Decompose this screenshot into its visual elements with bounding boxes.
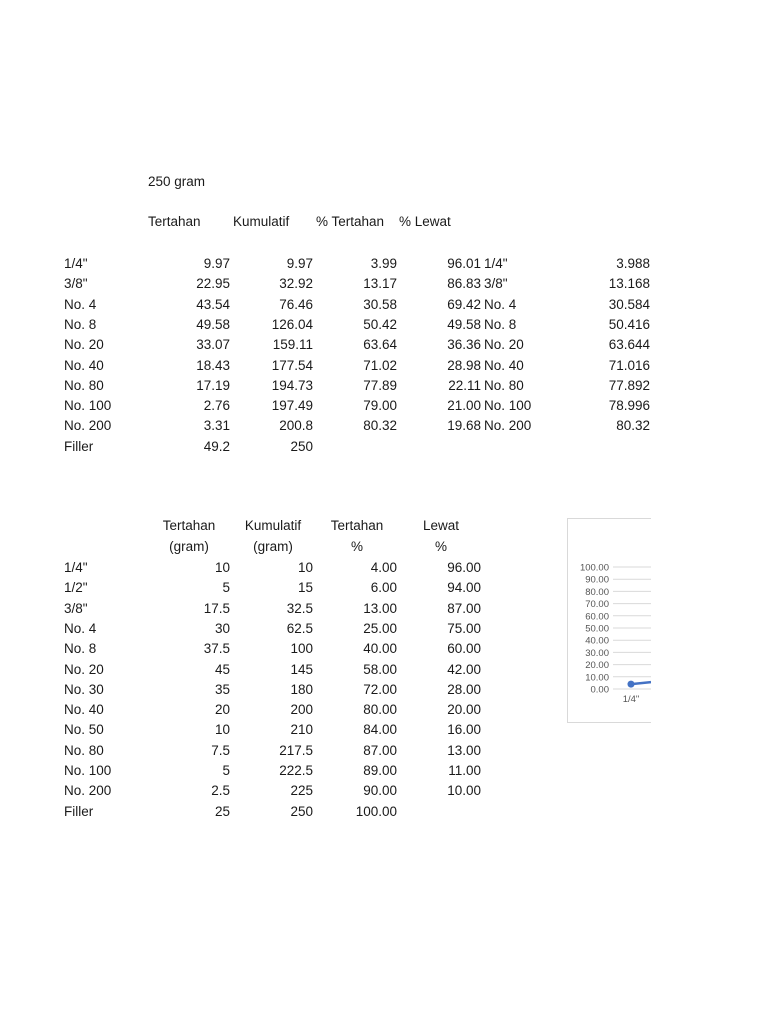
- header-unit-cell: (gram): [253, 539, 293, 554]
- header-unit-cell: %: [434, 539, 447, 554]
- row-pct-lewat: 28.98: [447, 357, 481, 373]
- row-tertahan: 17.19: [196, 377, 230, 393]
- row-kumulatif: 194.73: [271, 377, 313, 393]
- row-pct-tertahan: 72.00: [363, 681, 397, 697]
- row-pct-tertahan: 79.00: [363, 398, 397, 414]
- row-kumulatif: 145: [290, 661, 313, 677]
- row-tertahan: 10: [214, 722, 230, 738]
- row-pct-lewat: 60.00: [447, 641, 481, 657]
- row-sieve: No. 4: [64, 296, 97, 312]
- row-tertahan: 17.5: [203, 600, 230, 616]
- row-pct-lewat: 21.00: [447, 398, 481, 414]
- row-kumulatif: 217.5: [279, 742, 313, 758]
- row-tertahan: 37.5: [203, 641, 230, 657]
- row-sieve: No. 4: [64, 620, 97, 636]
- row-sieve: No. 20: [64, 661, 104, 677]
- row-pct-lewat: 16.00: [447, 722, 481, 738]
- header-cell: Lewat: [422, 518, 460, 533]
- row-pct-tertahan: 50.42: [363, 316, 397, 332]
- row-pct-lewat: 94.00: [447, 580, 481, 596]
- row-pct-tertahan: 6.00: [370, 580, 397, 596]
- row-sieve-repeat: No. 200: [484, 418, 532, 434]
- row-kumulatif: 100: [290, 641, 313, 657]
- row-pct-tertahan: 87.00: [363, 742, 397, 758]
- row-pct-lewat: 96.01: [447, 256, 481, 271]
- row-sieve: No. 50: [64, 722, 104, 738]
- row-sieve: 1/4": [64, 560, 88, 575]
- row-pct-tertahan: 4.00: [370, 560, 397, 575]
- header-cell: Tertahan: [162, 518, 216, 533]
- row-extra-value: 80.32: [616, 418, 650, 434]
- row-kumulatif: 159.11: [272, 337, 313, 353]
- row-kumulatif: 62.5: [286, 620, 313, 636]
- row-tertahan: 25: [214, 803, 230, 819]
- row-pct-tertahan: 84.00: [363, 722, 397, 738]
- row-kumulatif: 177.54: [271, 357, 313, 373]
- y-tick-label: 100.00: [579, 562, 609, 574]
- row-sieve: No. 8: [64, 641, 97, 657]
- row-pct-tertahan: 30.58: [363, 296, 397, 312]
- row-tertahan: 7.5: [211, 742, 230, 758]
- row-tertahan: 43.54: [196, 296, 230, 312]
- row-sieve-repeat: No. 4: [484, 296, 517, 312]
- row-sieve: No. 200: [64, 418, 112, 434]
- row-pct-tertahan: 80.00: [363, 702, 397, 718]
- row-kumulatif: 32.5: [286, 600, 313, 616]
- header-cell: Kumulatif: [244, 518, 302, 533]
- row-pct-tertahan: 25.00: [363, 620, 397, 636]
- row-sieve-repeat: 1/4": [484, 256, 508, 271]
- row-tertahan: 2.76: [203, 398, 230, 414]
- y-tick-label: 20.00: [585, 660, 609, 672]
- row-kumulatif: 76.46: [279, 296, 313, 312]
- row-sieve: No. 80: [64, 377, 104, 393]
- row-sieve: Filler: [64, 438, 94, 454]
- row-pct-lewat: 28.00: [447, 681, 481, 697]
- gradation-chart-svg: [568, 519, 651, 722]
- y-tick-label: 40.00: [585, 635, 609, 647]
- row-extra-value: 13.168: [608, 276, 650, 292]
- row-sieve: No. 30: [64, 681, 104, 697]
- header-cell: Kumulatif: [233, 214, 290, 229]
- row-pct-tertahan: 89.00: [363, 763, 397, 778]
- row-tertahan: 22.95: [196, 276, 230, 292]
- row-sieve-repeat: 3/8": [484, 276, 508, 292]
- row-extra-value: 71.016: [608, 357, 650, 373]
- row-kumulatif: 250: [290, 803, 313, 819]
- row-pct-tertahan: 3.99: [370, 256, 397, 271]
- row-pct-lewat: 13.00: [447, 742, 481, 758]
- row-pct-lewat: 10.00: [447, 783, 481, 799]
- row-kumulatif: 180: [290, 681, 313, 697]
- row-kumulatif: 210: [290, 722, 313, 738]
- row-sieve: 3/8": [64, 600, 88, 616]
- row-sieve: No. 40: [64, 357, 104, 373]
- header-cell: % Lewat: [399, 214, 451, 229]
- row-tertahan: 5: [222, 763, 230, 778]
- row-pct-lewat: 86.83: [447, 276, 481, 292]
- row-pct-lewat: 87.00: [447, 600, 481, 616]
- y-tick-label: 50.00: [585, 623, 609, 635]
- row-tertahan: 49.2: [203, 438, 230, 454]
- row-tertahan: 30: [214, 620, 230, 636]
- row-pct-tertahan: 90.00: [363, 783, 397, 799]
- row-sieve: No. 200: [64, 783, 112, 799]
- row-sieve: No. 20: [64, 337, 104, 353]
- row-extra-value: 30.584: [608, 296, 650, 312]
- mass-label: 250 gram: [148, 174, 206, 189]
- row-kumulatif: 250: [290, 438, 313, 454]
- row-extra-value: 63.644: [608, 337, 650, 353]
- row-pct-lewat: 36.36: [447, 337, 481, 353]
- row-pct-lewat: 19.68: [447, 418, 481, 434]
- data-point[interactable]: [628, 681, 635, 688]
- row-pct-tertahan: 58.00: [363, 661, 397, 677]
- row-tertahan: 20: [214, 702, 230, 718]
- row-sieve: 3/8": [64, 276, 88, 292]
- row-pct-tertahan: 71.02: [363, 357, 397, 373]
- row-sieve-repeat: No. 20: [484, 337, 524, 353]
- row-pct-lewat: 49.58: [447, 316, 481, 332]
- row-sieve: 1/4": [64, 256, 88, 271]
- row-sieve: Filler: [64, 803, 94, 819]
- row-sieve: No. 100: [64, 398, 112, 414]
- y-tick-label: 60.00: [585, 611, 609, 623]
- row-sieve: No. 100: [64, 763, 112, 778]
- row-sieve: No. 40: [64, 702, 104, 718]
- y-tick-label: 80.00: [585, 586, 609, 598]
- row-tertahan: 10: [214, 560, 230, 575]
- row-sieve-repeat: No. 40: [484, 357, 524, 373]
- row-tertahan: 2.5: [211, 783, 230, 799]
- row-pct-tertahan: 100.00: [355, 803, 397, 819]
- y-tick-label: 90.00: [585, 574, 609, 586]
- row-extra-value: 77.892: [608, 377, 650, 393]
- row-pct-lewat: 42.00: [447, 661, 481, 677]
- row-kumulatif: 197.49: [271, 398, 313, 414]
- row-tertahan: 33.07: [196, 337, 230, 353]
- row-sieve-repeat: No. 100: [484, 398, 532, 414]
- row-extra-value: 3.988: [616, 256, 650, 271]
- row-sieve: No. 80: [64, 742, 104, 758]
- row-pct-lewat: 22.11: [448, 377, 481, 393]
- y-tick-label: 10.00: [585, 672, 609, 684]
- header-unit-cell: (gram): [169, 539, 209, 554]
- row-pct-lewat: 11.00: [448, 763, 481, 778]
- row-pct-tertahan: 40.00: [363, 641, 397, 657]
- row-tertahan: 5: [222, 580, 230, 596]
- row-kumulatif: 222.5: [279, 763, 313, 778]
- x-tick-label: 1/4": [622, 694, 640, 705]
- row-pct-tertahan: 63.64: [363, 337, 397, 353]
- row-kumulatif: 9.97: [286, 256, 313, 271]
- row-pct-lewat: 20.00: [447, 702, 481, 718]
- header-cell: Tertahan: [330, 518, 384, 533]
- row-kumulatif: 225: [290, 783, 313, 799]
- row-sieve: No. 8: [64, 316, 97, 332]
- row-kumulatif: 32.92: [279, 276, 313, 292]
- gradation-chart[interactable]: [567, 518, 651, 723]
- row-extra-value: 78.996: [608, 398, 650, 414]
- row-sieve-repeat: No. 80: [484, 377, 524, 393]
- y-tick-label: 0.00: [590, 684, 609, 696]
- row-kumulatif: 200.8: [279, 418, 313, 434]
- row-tertahan: 49.58: [196, 316, 230, 332]
- row-kumulatif: 200: [290, 702, 313, 718]
- y-tick-label: 70.00: [585, 599, 609, 611]
- row-pct-lewat: 96.00: [447, 560, 481, 575]
- header-cell: Tertahan: [148, 214, 201, 229]
- row-kumulatif: 10: [297, 560, 313, 575]
- row-tertahan: 35: [214, 681, 230, 697]
- row-kumulatif: 126.04: [271, 316, 313, 332]
- row-pct-tertahan: 80.32: [363, 418, 397, 434]
- row-sieve-repeat: No. 8: [484, 316, 517, 332]
- row-tertahan: 45: [214, 661, 230, 677]
- row-pct-tertahan: 13.17: [363, 276, 397, 292]
- row-tertahan: 9.97: [203, 256, 230, 271]
- row-sieve: 1/2": [64, 580, 88, 596]
- row-extra-value: 50.416: [608, 316, 650, 332]
- header-unit-cell: %: [350, 539, 363, 554]
- row-tertahan: 18.43: [196, 357, 230, 373]
- row-pct-tertahan: 77.89: [363, 377, 397, 393]
- y-tick-label: 30.00: [585, 647, 609, 659]
- row-kumulatif: 15: [297, 580, 313, 596]
- row-pct-lewat: 75.00: [447, 620, 481, 636]
- row-pct-lewat: 69.42: [447, 296, 481, 312]
- header-cell: % Tertahan: [316, 214, 385, 229]
- row-tertahan: 3.31: [203, 418, 230, 434]
- row-pct-tertahan: 13.00: [363, 600, 397, 616]
